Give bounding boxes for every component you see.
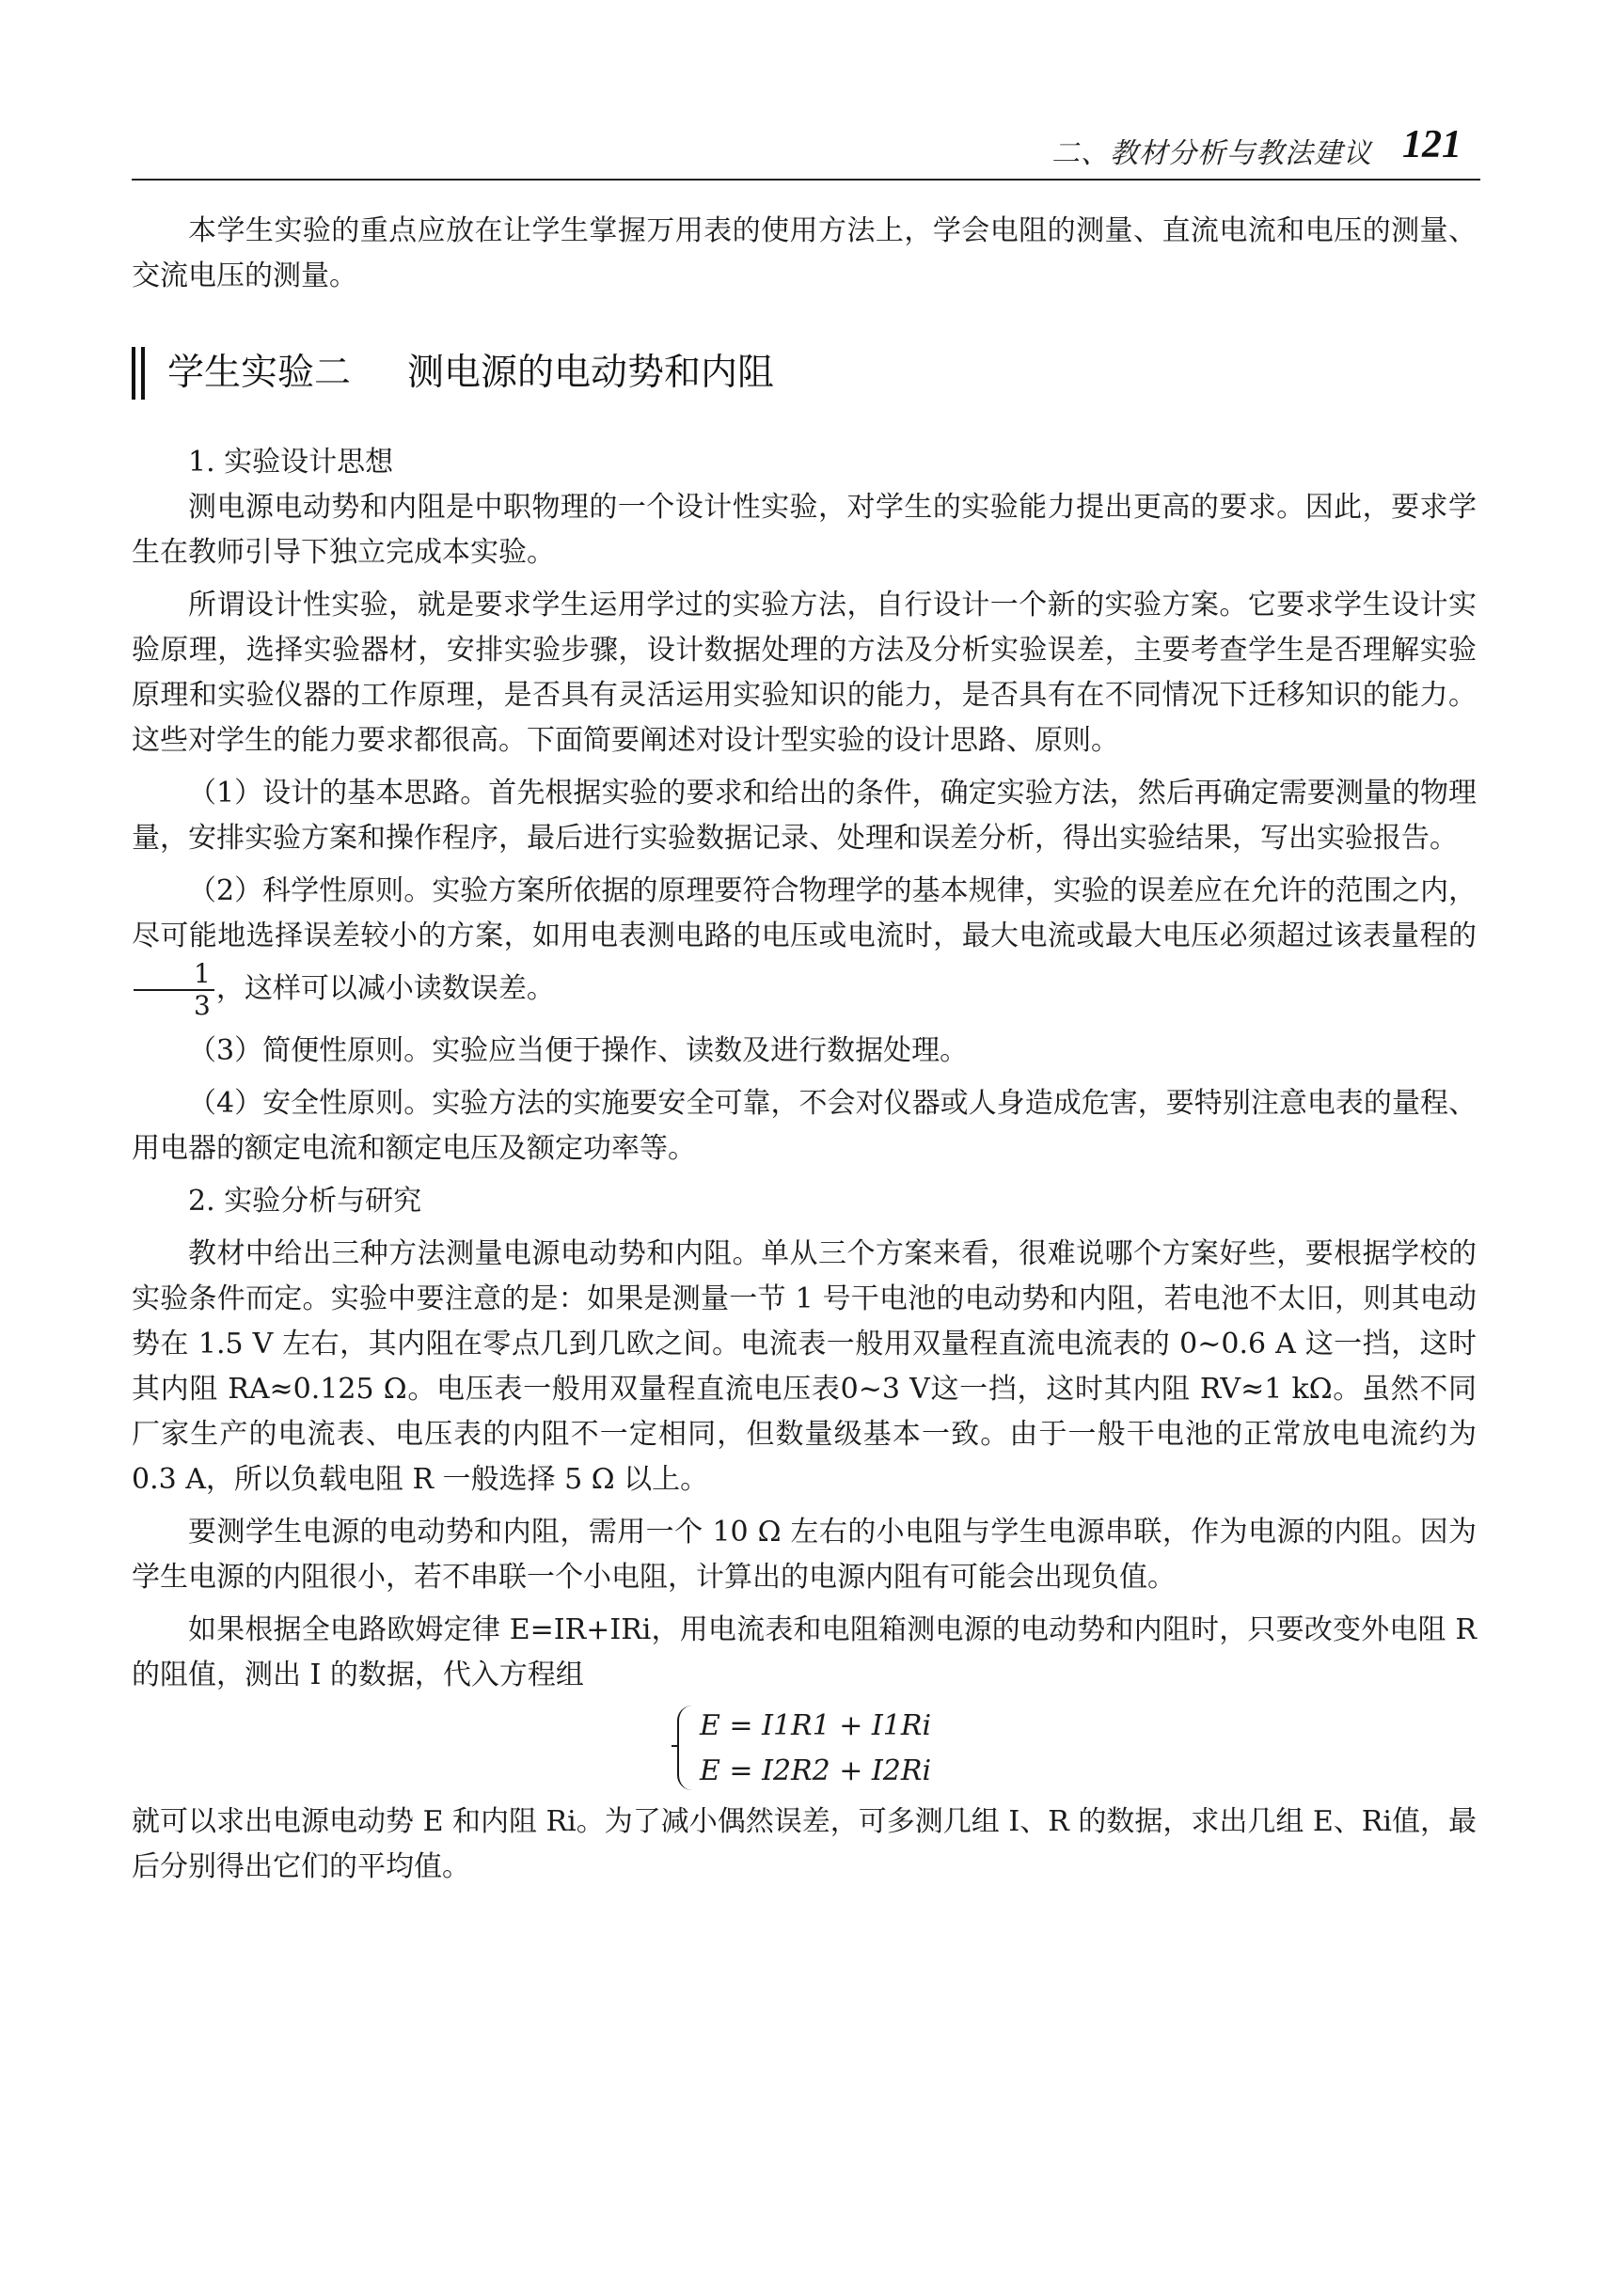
equation-line: E = I2R2 + I2Ri [700, 1754, 932, 1788]
running-header [132, 122, 1480, 181]
intro-paragraph: 本学生实验的重点应放在让学生掌握万用表的使用方法上，学会电阻的测量、直流电流和电压的测量、交流电压的测量。 [132, 214, 1477, 292]
header-section-title: 二、教材分析与教法建议 [1051, 137, 1372, 170]
paragraph-text: ，这样可以减小读数误差。 [215, 972, 555, 1006]
closing-paragraph: 就可以求出电源电动势 E 和内阻 Ri。为了减小偶然误差，可多测几组 I、R 的数据，求出几组 E、Ri值，最后分别得出它们的平均值。 [132, 1805, 1477, 1884]
paragraph-scientific-principle [132, 869, 1477, 1021]
paragraph: （4）安全性原则。实验方法的实施要安全可靠，不会对仪器或人身造成危害，要特别注意电表的量程、用电器的额定电流和额定电压及额定功率等。 [132, 1087, 1477, 1166]
section-heading [132, 340, 1477, 406]
equation-line: E = I1R1 + I1Ri [700, 1709, 932, 1743]
paragraph: 如果根据全电路欧姆定律 E=IR+IRi，用电流表和电阻箱测电源的电动势和内阻时，只要改变外电阻 R 的阻值，测出 I 的数据，代入方程组 [132, 1613, 1477, 1692]
paragraph: 测电源电动势和内阻是中职物理的一个设计性实验，对学生的实验能力提出更高的要求。因此，要求学生在教师引导下独立完成本实验。 [132, 491, 1477, 569]
section-title-main: 学生实验二 [167, 352, 352, 394]
paragraph: 所谓设计性实验，就是要求学生运用学过的实验方法，自行设计一个新的实验方案。它要求学生设计实验原理，选择实验器材，安排实验步骤，设计数据处理的方法及分析实验误差，主要考查学生是否理解实验原理和实验仪器的工作原理，是否具有灵活运用实验知识的能力，是否具有在不同情况下迁移知识的能力。这些对学生的能力要求都很高。下面简要阐述对设计型实验的设计思路、原则。 [132, 589, 1477, 757]
page-number: 121 [1402, 123, 1462, 166]
paragraph: 要测学生电源的电动势和内阻，需用一个 10 Ω 左右的小电阻与学生电源串联，作为电源的内阻。因为学生电源的内阻很小，若不串联一个小电阻，计算出的电源内阻有可能会出现负值。 [132, 1516, 1477, 1595]
part2-heading: 2. 实验分析与研究 [188, 1185, 422, 1219]
section-title-sub: 测电源的电动势和内阻 [407, 352, 775, 394]
heading-bars-decoration [132, 347, 145, 400]
part1-heading: 1. 实验设计思想 [188, 446, 394, 479]
left-brace-icon [677, 1706, 692, 1790]
paragraph-text: （2）科学性原则。实验方案所依据的原理要符合物理学的基本规律，实验的误差应在允许的范围之内，尽可能地选择误差较小的方案，如用电表测电路的电压或电流时，最大电流或最大电压必须超过该表量程的 [132, 874, 1477, 952]
fraction-one-third [134, 959, 214, 1021]
equation-system [677, 1704, 1477, 1794]
paragraph: 教材中给出三种方法测量电源电动势和内阻。单从三个方案来看，很难说哪个方案好些，要根据学校的实验条件而定。实验中要注意的是：如果是测量一节 1 号干电池的电动势和内阻，若电池不太旧，则其电动势在 1.5 V 左右，其内阻在零点几到几欧之间。电流表一般用双量程直流电流表的 0~0.6 A 这一挡，这时其内阻 RA≈0.125 Ω。电压表一般用双量程直流电压表0~3 V这一挡，这时其内阻 RV≈1 kΩ。虽然不同厂家生产的电流表、电压表的内阻不一定相同，但数量级基本一致。由于一般干电池的正常放电电流约为 0.3 A，所以负载电阻 R 一般选择 5 Ω 以上。 [132, 1237, 1477, 1497]
paragraph: （1）设计的基本思路。首先根据实验的要求和给出的条件，确定实验方法，然后再确定需要测量的物理量，安排实验方案和操作程序，最后进行实验数据记录、处理和误差分析，得出实验结果，写出实验报告。 [132, 777, 1477, 855]
fraction-numerator: 1 [134, 959, 214, 991]
paragraph: （3）简便性原则。实验应当便于操作、读数及进行数据处理。 [188, 1034, 969, 1068]
fraction-denominator: 3 [194, 990, 211, 1022]
page-body [132, 209, 1477, 1890]
